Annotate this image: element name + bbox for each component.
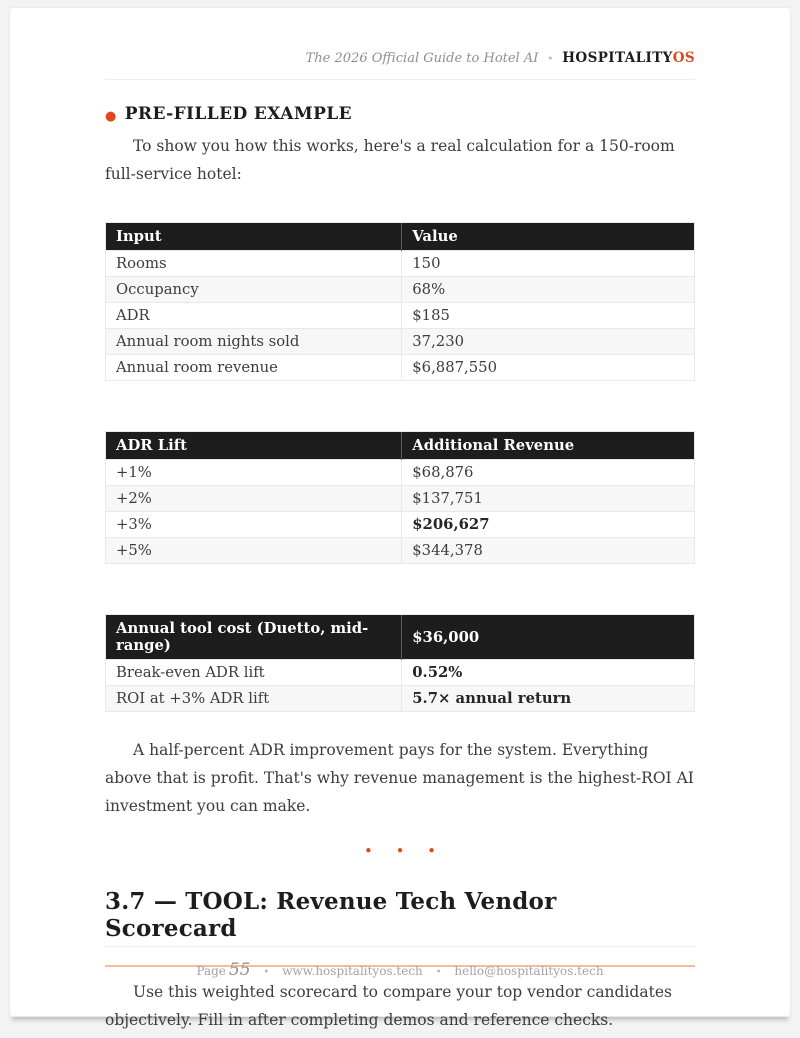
table-header-cell: Additional Revenue [402,432,695,460]
page-footer [105,946,695,980]
table-cell: $185 [402,303,695,329]
header-separator-dot-icon: • [547,54,554,65]
table-header-cell: ADR Lift [106,432,402,460]
page-label: Page [196,964,226,978]
table-row [106,512,695,538]
table-cell: +3% [106,512,402,538]
page-number: 55 [228,960,251,980]
chapter-title: 3.7 — TOOL: Revenue Tech Vendor Scorecard [105,888,557,942]
table-row [106,303,695,329]
section-heading-text: PRE-FILLED EXAMPLE [124,104,352,124]
table-row [106,329,695,355]
table-cell: Annual room revenue [106,355,402,381]
inputs-table [105,222,695,381]
table-cell: Occupancy [106,277,402,303]
table-header-cell: Annual tool cost (Duetto, mid-range) [106,615,402,660]
table-cell: $137,751 [402,486,695,512]
footer-separator-dot-icon: • [435,967,442,978]
table-cell-highlighted: $206,627 [402,512,695,538]
table-header-row [106,223,695,251]
table-cell: Break-even ADR lift [106,660,402,686]
section-bullet-icon: ● [105,108,117,124]
table-row [106,686,695,712]
scorecard-intro-paragraph: Use this weighted scorecard to compare your top vendor candidates objectively. Fill in after completing demos and reference checks. [105,983,672,1029]
table-row [106,460,695,486]
table-cell: +2% [106,486,402,512]
table-cell-highlighted: 5.7× annual return [402,686,695,712]
table-row [106,660,695,686]
table-cell: $344,378 [402,538,695,564]
table-cell: ROI at +3% ADR lift [106,686,402,712]
email-link[interactable]: hello@hospitalityos.tech [454,964,604,978]
adr-lift-table [105,431,695,564]
table-header-row [106,432,695,460]
table-cell: +5% [106,538,402,564]
table-cell: $68,876 [402,460,695,486]
guide-title: The 2026 Official Guide to Hotel AI [305,51,539,66]
table-row [106,355,695,381]
table-row [106,486,695,512]
website-link[interactable]: www.hospitalityos.tech [282,964,423,978]
table-cell: Rooms [106,251,402,277]
table-row [106,538,695,564]
table-cell: $6,887,550 [402,355,695,381]
table-cell: +1% [106,460,402,486]
table-cell-highlighted: 0.52% [402,660,695,686]
brand-logo [562,50,695,66]
section-divider-dots-icon: • • • [363,842,446,860]
table-header-row [106,615,695,660]
brand-primary-text: HOSPITALITY [562,50,673,66]
table-row [106,277,695,303]
table-header-cell: Value [402,223,695,251]
intro-paragraph: To show you how this works, here's a real calculation for a 150-room full-service hotel: [105,137,675,183]
table-cell: ADR [106,303,402,329]
table-header-cell: $36,000 [402,615,695,660]
conclusion-paragraph: A half-percent ADR improvement pays for the system. Everything above that is profit. That's why revenue management is the highest-ROI AI investment you can make. [105,741,694,815]
roi-table [105,614,695,712]
footer-separator-dot-icon: • [263,967,270,978]
table-cell: 68% [402,277,695,303]
page-header [105,50,695,80]
section-heading [105,104,695,124]
table-header-cell: Input [106,223,402,251]
brand-accent-text: OS [672,50,695,66]
table-cell: 37,230 [402,329,695,355]
table-row [106,251,695,277]
table-cell: 150 [402,251,695,277]
document-page [10,8,790,1029]
table-cell: Annual room nights sold [106,329,402,355]
